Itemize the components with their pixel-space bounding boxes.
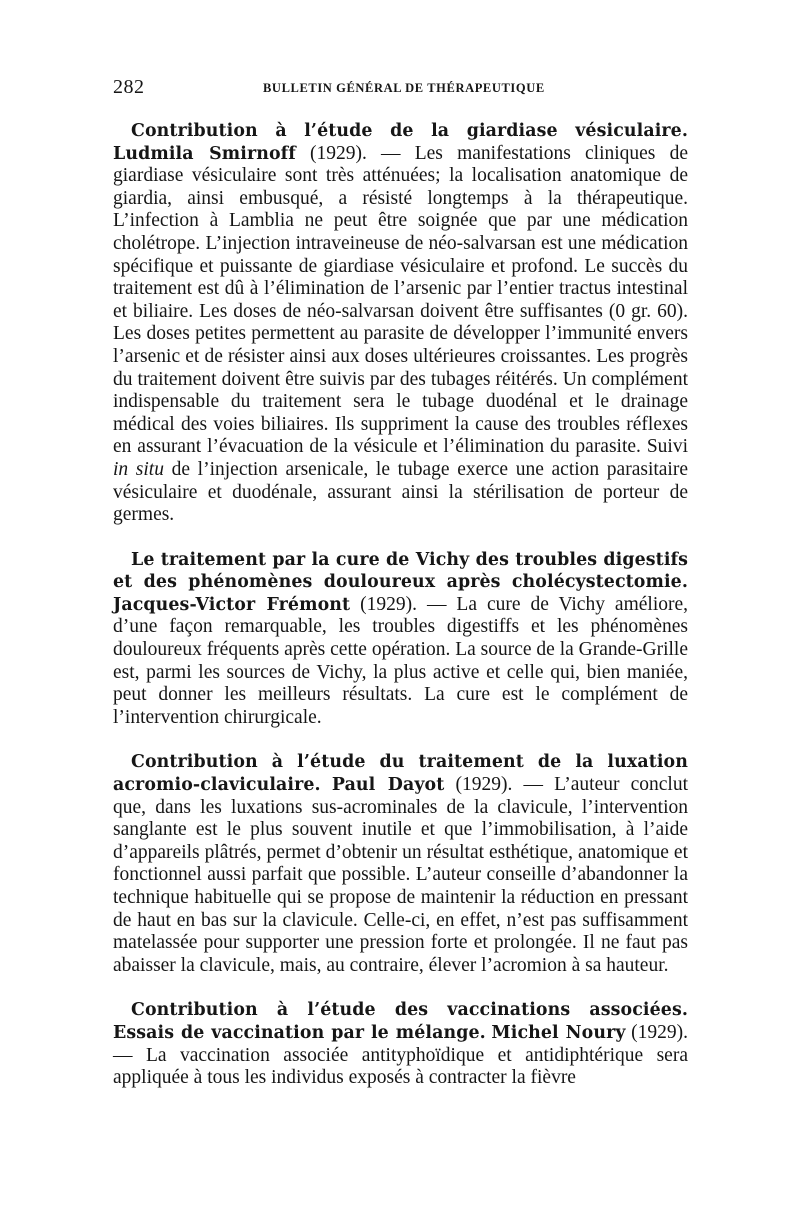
entry-text-italic: in situ (113, 458, 164, 480)
article-body (113, 120, 688, 1112)
entry-text: — L’auteur conclut que, dans les luxations sus-acrominales de la clavicule, l’intervention sanglante est le plus souvent inutile et que l’immobilisation, à l’aide d’appareils plâtrés, permet d’obtenir un résultat esthétique, anatomique et fonctionnel aussi parfait que possible. L’auteur conseille d’abandonner la technique habituelle qui se propose de maintenir la réduction en pressant de haut en bas sur la clavicule. Celle-ci, en effet, n’est pas suffisamment matelassée pour supporter une pression forte et prolongée. Il ne faut pas abaisser la clavicule, mais, au contraire, élever l’acromion à sa hauteur. (113, 774, 689, 976)
abstract-entry-vichy (113, 549, 688, 730)
abstract-entry-giardiase (113, 120, 688, 527)
abstract-entry-luxation (113, 751, 688, 977)
entry-title: Contribution à l’étude du traitement de la luxation acromio-claviculaire. (113, 752, 688, 796)
entry-author: Jacques-Victor Frémont (113, 594, 351, 615)
entry-year: (1929). (455, 774, 513, 796)
journal-title: BULLETIN GÉNÉRAL DE THÉRAPEUTIQUE (263, 81, 545, 95)
entry-author: Ludmila Smirnoff (113, 143, 296, 164)
entry-text: — La vaccination associée antityphoïdique et antidiphtérique sera appliquée à tous les individus exposés à contracter la fièvre (113, 1044, 688, 1089)
entry-year: (1929). (631, 1021, 689, 1043)
abstract-entry-vaccinations (113, 999, 688, 1089)
entry-text: — Les manifestations cliniques de giardiase vésiculaire sont très atténuées; la localisation anatomique de giardia, ainsi embusqué, a résisté longtemps à la thérapeutique. L’infection à Lamblia ne peut être soignée que par une médication cholétrope. L’injection intraveineuse de néo-salvarsan est une médication spécifique et puissante de giardiase vésiculaire et profond. Le succès du traitement est dû à l’élimination de l’arsenic par l’entier tractus intestinal et biliaire. Les doses de néo-salvarsan doivent être suffisantes (0 gr. 60). Les doses petites permettent au parasite de développer l’immunité envers l’arsenic et de résister ainsi aux doses ultérieures croissantes. Les progrès du traitement doivent être suivis par des tubages réitérés. Un complément indispensable du traitement sera le tubage duodénal et le drainage médical des voies biliaires. Ils suppriment la cause des troubles réflexes en assurant l’évacuation de la vésicule et l’élimination du parasite. Suivi (113, 142, 688, 458)
entry-title: Contribution à l’étude de la giardiase vésiculaire. (131, 121, 688, 141)
entry-paragraph (113, 999, 688, 1089)
entry-year: (1929). (360, 593, 418, 615)
entry-paragraph (113, 120, 688, 527)
running-header (113, 68, 688, 98)
entry-title: Le traitement par la cure de Vichy des troubles digestifs et des phénomènes douloureux après cholécystectomie. (113, 549, 688, 593)
entry-paragraph (113, 549, 688, 730)
entry-year: (1929). (310, 142, 367, 164)
page-number: 282 (113, 76, 145, 98)
entry-text-continued: de l’injection arsenicale, le tubage exerce une action parasitaire vésiculaire et duodénale, assurant ainsi la stérilisation de porteur de germes. (113, 458, 689, 526)
entry-author: Michel Noury (491, 1022, 626, 1043)
entry-paragraph (113, 751, 688, 977)
entry-author: Paul Dayot (331, 775, 445, 796)
entry-text: — La cure de Vichy améliore, d’une façon remarquable, les troubles digestiffs et les phénomènes douloureux fréquents après cette opération. La source de la Grande-Grille est, parmi les sources de Vichy, la plus active et celle qui, bien maniée, peut donner les meilleurs résultats. La cure est le complément de l’intervention chirurgicale. (113, 593, 689, 728)
entry-title: Contribution à l’étude des vaccinations associées. Essais de vaccination par le mélange. (113, 1000, 688, 1043)
